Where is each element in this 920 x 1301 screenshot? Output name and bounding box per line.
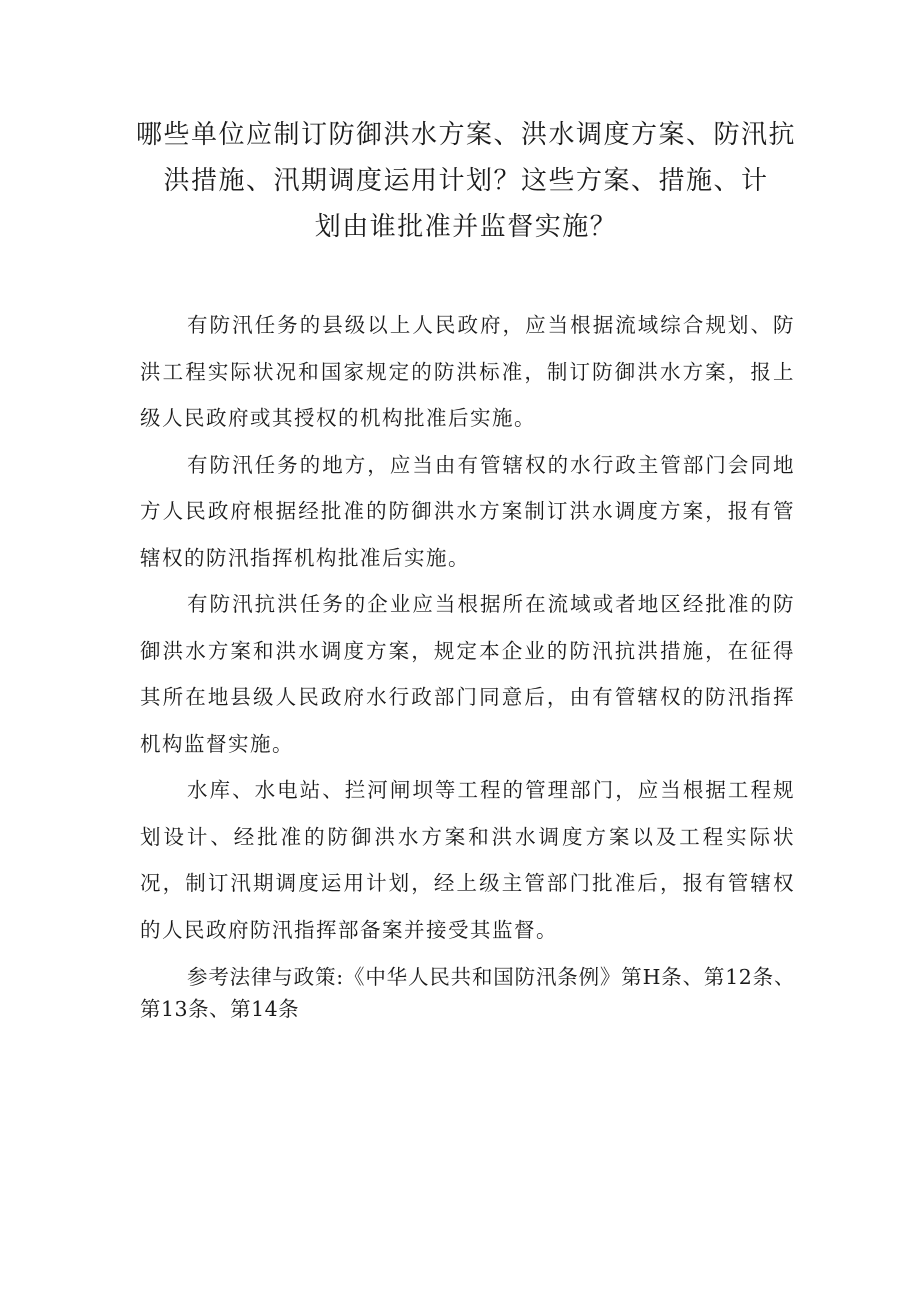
paragraph: 有防汛任务的地方，应当由有管辖权的水行政主管部门会同地方人民政府根据经批准的防御洪水方案制订洪水调度方案，报有管辖权的防汛指挥机构批准后实施。: [140, 452, 795, 570]
paragraph: 水库、水电站、拦河闸坝等工程的管理部门，应当根据工程规划设计、经批准的防御洪水方案和洪水调度方案以及工程实际状况，制订汛期调度运用计划，经上级主管部门批准后，报有管辖权的人民政府防汛指挥部备案并接受其监督。: [140, 778, 795, 942]
title-line: 洪措施、汛期调度运用计划？这些方案、措施、计: [163, 166, 769, 196]
reference-note: 参考法律与政策:《中华人民共和国防汛条例》第H条、第12条、第13条、第14条: [140, 965, 795, 1021]
paragraph: 有防汛任务的县级以上人民政府，应当根据流域综合规划、防洪工程实际状况和国家规定的防洪标准，制订防御洪水方案，报上级人民政府或其授权的机构批准后实施。: [140, 313, 795, 430]
title-line: 哪些单位应制订防御洪水方案、洪水调度方案、防汛抗: [135, 120, 796, 150]
title-line: 划由谁批准并监督实施？: [314, 212, 618, 242]
document-title: [132, 112, 800, 250]
document-body: [140, 302, 795, 1025]
paragraph: 有防汛抗洪任务的企业应当根据所在流域或者地区经批准的防御洪水方案和洪水调度方案，规定本企业的防汛抗洪措施，在征得其所在地县级人民政府水行政部门同意后，由有管辖权的防汛指挥机构监督实施。: [140, 592, 795, 756]
